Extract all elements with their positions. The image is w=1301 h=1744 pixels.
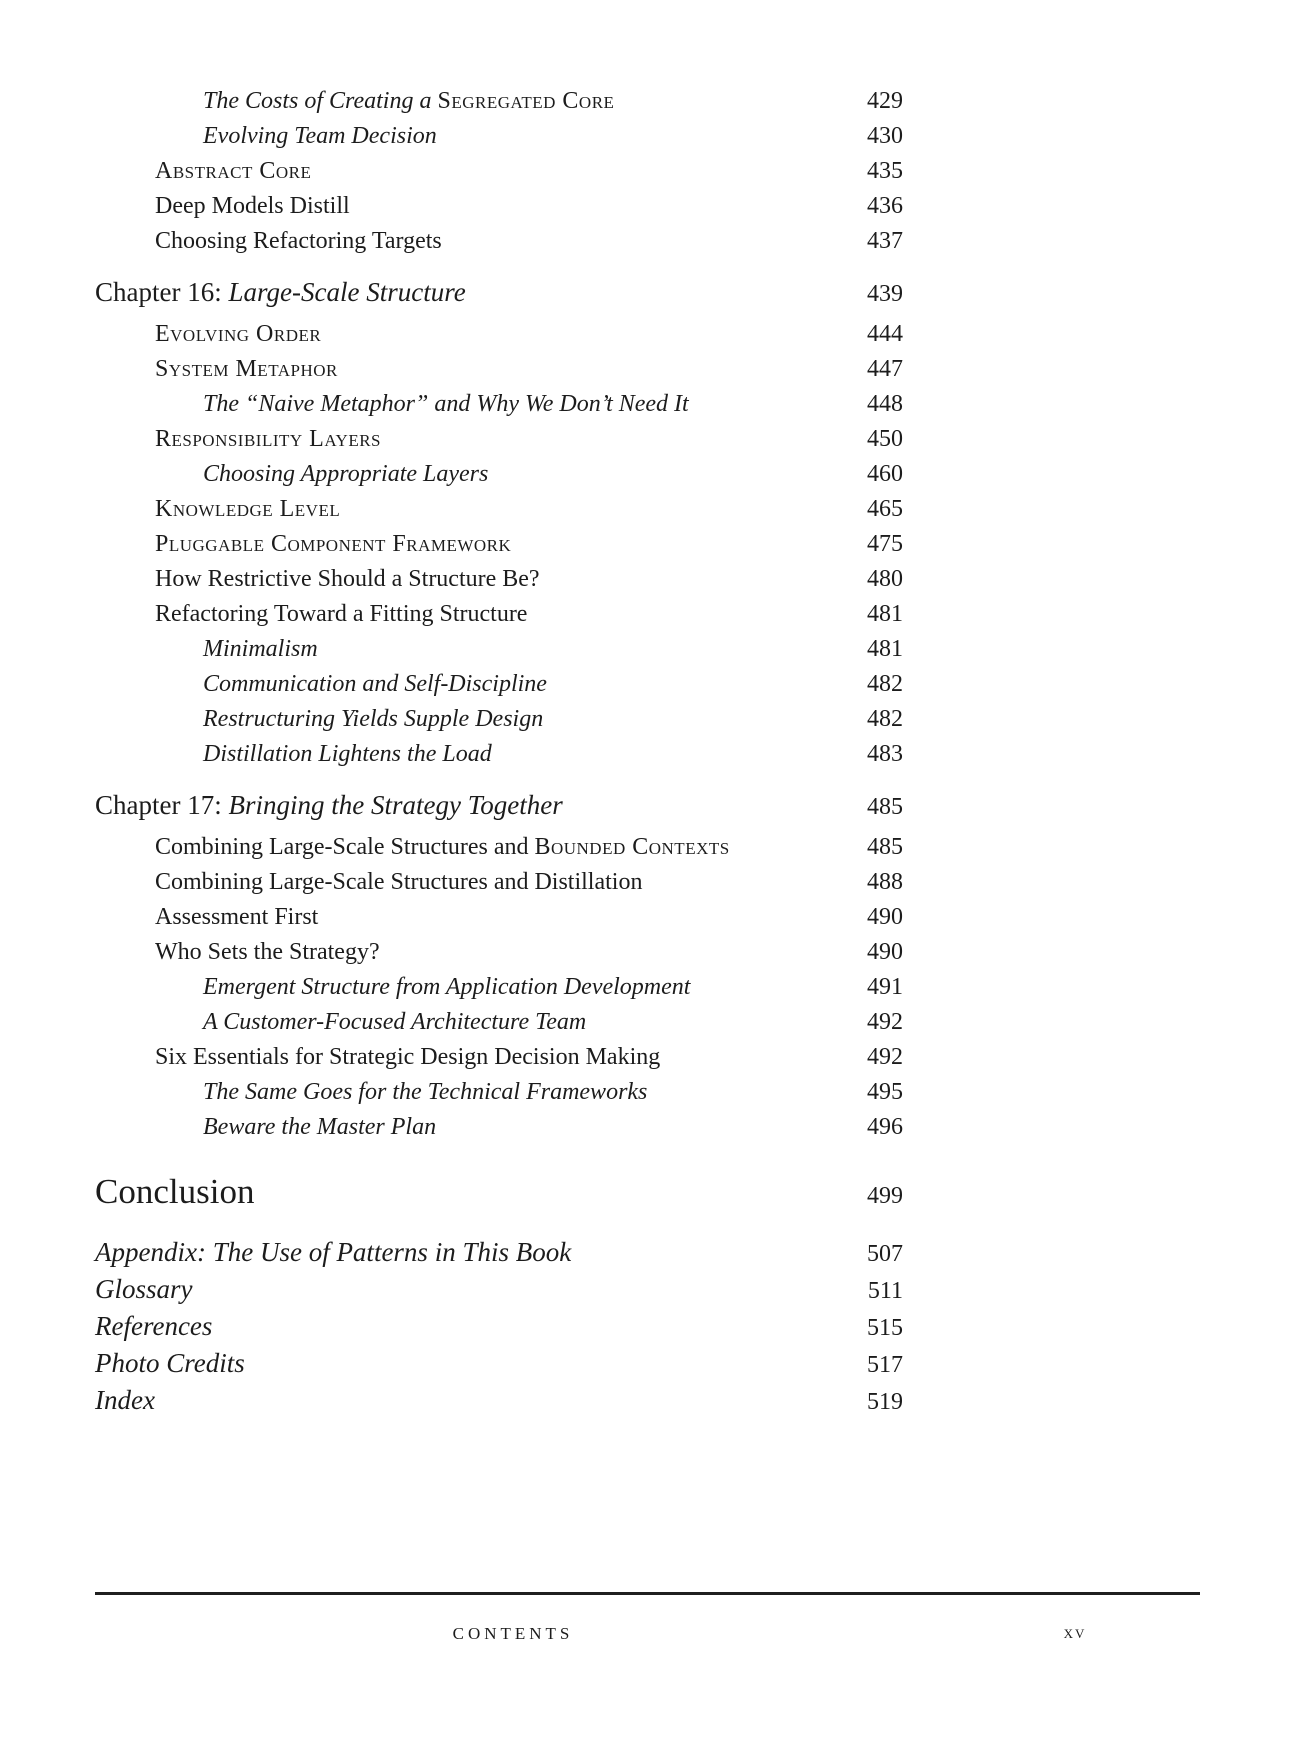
toc-entry-text-roman: Assessment First (155, 904, 319, 930)
toc-entry-label (95, 272, 466, 312)
toc-entry-label (95, 1110, 436, 1145)
toc-entry-row (95, 970, 903, 1005)
toc-entry-label (95, 387, 689, 422)
toc-entry-label (95, 1309, 212, 1344)
toc-entry-text-smallcaps: Knowledge Level (155, 496, 341, 522)
toc-entry-label (95, 935, 380, 970)
toc-entry-row (95, 737, 903, 772)
toc-entry-row (95, 457, 903, 492)
toc-entry-label (95, 492, 340, 527)
toc-entry-page-number: 490 (867, 904, 903, 930)
toc-entry-page-number: 490 (867, 939, 903, 965)
toc-backmatter-row (95, 1383, 903, 1420)
toc-entry-text-smallcaps: Abstract Core (155, 158, 312, 184)
toc-entry-label (95, 422, 381, 457)
toc-entry-label (95, 84, 614, 119)
toc-entry-row (95, 1110, 903, 1145)
toc-entry-page-number: 435 (867, 158, 903, 184)
toc-entry-page-number: 517 (867, 1352, 903, 1378)
page-number-folio: xv (1063, 1622, 1087, 1643)
toc-entry-label (95, 154, 311, 189)
toc-entry-label (95, 1346, 245, 1381)
toc-entry-text-roman: Refactoring Toward a Fitting Structure (155, 601, 528, 627)
toc-backmatter-row (95, 1346, 903, 1383)
footer-rule (95, 1592, 1200, 1595)
toc-entry-row (95, 667, 903, 702)
toc-entry-text-italic: Evolving Team Decision (203, 123, 437, 149)
toc-entry-page-number: 482 (867, 706, 903, 732)
toc-entry-text-italic: A Customer-Focused Architecture Team (203, 1009, 587, 1035)
toc-entry-text-italic: Emergent Structure from Application Development (203, 974, 691, 1000)
toc-entry-text-smallcaps: Pluggable Component Framework (155, 531, 512, 557)
toc-conclusion-row (95, 1167, 903, 1221)
toc-entry-label (95, 785, 563, 825)
toc-entry-text-italic: Bringing the Strategy Together (228, 790, 563, 820)
toc-entry-text-italic: Restructuring Yields Supple Design (203, 706, 544, 732)
toc-entry-page-number: 515 (867, 1315, 903, 1341)
toc-entry-page-number: 437 (867, 228, 903, 254)
toc-entry-text-roman: Six Essentials for Strategic Design Decision Making (155, 1044, 661, 1070)
toc-entry-label (95, 702, 543, 737)
toc-backmatter-row (95, 1309, 903, 1346)
toc-entry-text-italic: Photo Credits (95, 1348, 245, 1378)
toc-entry-label (95, 457, 488, 492)
toc-backmatter-row (95, 1272, 903, 1309)
toc-entry-row (95, 1005, 903, 1040)
toc-entry-label (95, 632, 318, 667)
toc-entry-page-number: 447 (867, 356, 903, 382)
toc-entry-row (95, 865, 903, 900)
toc-entry-text-roman: Who Sets the Strategy? (155, 939, 380, 965)
toc-entry-page-number: 511 (867, 1278, 903, 1304)
toc-entry-label (95, 189, 350, 224)
toc-entry-row (95, 84, 903, 119)
toc-entry-text-roman: Choosing Refactoring Targets (155, 228, 442, 254)
toc-entry-row (95, 189, 903, 224)
toc-entry-text-italic: Distillation Lightens the Load (203, 741, 492, 767)
toc-entry-text-italic: References (95, 1311, 213, 1341)
toc-entry-page-number: 480 (867, 566, 903, 592)
toc-backmatter-row (95, 1235, 903, 1272)
toc-entry-text-italic: Glossary (95, 1274, 193, 1304)
toc-entry-label (95, 1075, 647, 1110)
toc-entry-label (95, 900, 318, 935)
toc-entry-text-italic: Communication and Self-Discipline (203, 671, 547, 697)
toc-entry-page-number: 450 (867, 426, 903, 452)
toc-entry-row (95, 492, 903, 527)
toc-entry-page-number: 475 (867, 531, 903, 557)
toc-entry-page-number: 429 (867, 88, 903, 114)
toc-entry-text-roman: Conclusion (95, 1172, 255, 1211)
toc-entry-text-italic: Large-Scale Structure (228, 277, 466, 307)
toc-entry-label (95, 1167, 254, 1217)
toc-entry-row (95, 317, 903, 352)
toc-entry-page-number: 439 (867, 281, 903, 307)
toc-entry-row (95, 224, 903, 259)
toc-entry-text-roman: Chapter 17: (95, 790, 229, 820)
toc-entry-text-roman: Chapter 16: (95, 277, 229, 307)
toc-entry-text-italic: The Costs of Creating a (203, 88, 438, 114)
toc-entry-page-number: 465 (867, 496, 903, 522)
toc-entry-row (95, 702, 903, 737)
toc-entry-text-smallcaps: Evolving Order (155, 321, 322, 347)
toc-entry-label (95, 830, 730, 865)
toc-entry-text-italic: Beware the Master Plan (203, 1114, 437, 1140)
toc-entry-row (95, 597, 903, 632)
toc-entry-row (95, 632, 903, 667)
toc-entry-label (95, 119, 437, 154)
toc-entry-page-number: 496 (867, 1114, 903, 1140)
toc-entry-page-number: 485 (867, 834, 903, 860)
toc-entry-label (95, 1005, 586, 1040)
toc-chapter-heading-row (95, 785, 903, 827)
toc-entry-page-number: 483 (867, 741, 903, 767)
toc-entry-text-italic: The “Naive Metaphor” and Why We Don’t Need It (203, 391, 689, 417)
toc-entry-text-italic: Index (95, 1385, 155, 1415)
toc-entry-text-italic: Minimalism (203, 636, 318, 662)
toc-entry-label (95, 527, 511, 562)
toc-entry-text-smallcaps: Segregated Core (437, 88, 615, 114)
toc-entry-page-number: 499 (867, 1183, 903, 1209)
toc-entry-text-roman: Combining Large-Scale Structures and (155, 834, 535, 860)
toc-entry-row (95, 935, 903, 970)
toc-entry-text-smallcaps: Responsibility Layers (155, 426, 382, 452)
toc-entry-page-number: 492 (867, 1009, 903, 1035)
toc-entry-row (95, 527, 903, 562)
toc-entry-row (95, 387, 903, 422)
toc-entry-text-roman: Deep Models Distill (155, 193, 350, 219)
toc-entry-text-italic: Choosing Appropriate Layers (203, 461, 489, 487)
toc-entry-page-number: 444 (867, 321, 903, 347)
toc-entry-label (95, 1272, 193, 1307)
toc-entry-row (95, 119, 903, 154)
toc-entry-page-number: 482 (867, 671, 903, 697)
toc-entry-page-number: 448 (867, 391, 903, 417)
toc-entry-row (95, 352, 903, 387)
toc-entry-page-number: 430 (867, 123, 903, 149)
toc-entry-page-number: 519 (867, 1389, 903, 1415)
toc-entry-page-number: 492 (867, 1044, 903, 1070)
toc-entry-row (95, 1040, 903, 1075)
toc-entry-label (95, 1383, 155, 1418)
toc-entry-label (95, 865, 642, 900)
toc-entry-row (95, 422, 903, 457)
toc-entry-row (95, 830, 903, 865)
toc-entry-text-smallcaps: System Metaphor (155, 356, 338, 382)
toc-entry-text-italic: The Same Goes for the Technical Frameworks (203, 1079, 648, 1105)
toc-entry-row (95, 154, 903, 189)
toc-entry-label (95, 352, 338, 387)
toc-list (95, 0, 903, 1420)
toc-entry-page-number: 485 (867, 794, 903, 820)
toc-entry-label (95, 224, 442, 259)
toc-entry-text-roman: Combining Large-Scale Structures and Distillation (155, 869, 643, 895)
toc-entry-page-number: 481 (867, 636, 903, 662)
toc-entry-text-italic: Appendix: The Use of Patterns in This Book (95, 1237, 572, 1267)
toc-entry-text-roman: How Restrictive Should a Structure Be? (155, 566, 540, 592)
toc-entry-label (95, 317, 321, 352)
toc-entry-page-number: 460 (867, 461, 903, 487)
toc-entry-page-number: 495 (867, 1079, 903, 1105)
toc-entry-row (95, 900, 903, 935)
toc-entry-label (95, 970, 690, 1005)
toc-entry-label (95, 1040, 660, 1075)
toc-entry-page-number: 481 (867, 601, 903, 627)
toc-entry-page-number: 436 (867, 193, 903, 219)
toc-entry-row (95, 562, 903, 597)
toc-entry-label (95, 737, 492, 772)
toc-entry-page-number: 488 (867, 869, 903, 895)
toc-entry-page-number: 507 (867, 1241, 903, 1267)
toc-entry-page-number: 491 (867, 974, 903, 1000)
toc-entry-label (95, 597, 527, 632)
toc-entry-text-smallcaps: Bounded Contexts (534, 834, 730, 860)
toc-entry-label (95, 562, 540, 597)
running-head: CONTENTS (452, 1624, 574, 1643)
toc-entry-row (95, 1075, 903, 1110)
toc-chapter-heading-row (95, 272, 903, 314)
toc-entry-label (95, 1235, 571, 1270)
toc-entry-label (95, 667, 547, 702)
